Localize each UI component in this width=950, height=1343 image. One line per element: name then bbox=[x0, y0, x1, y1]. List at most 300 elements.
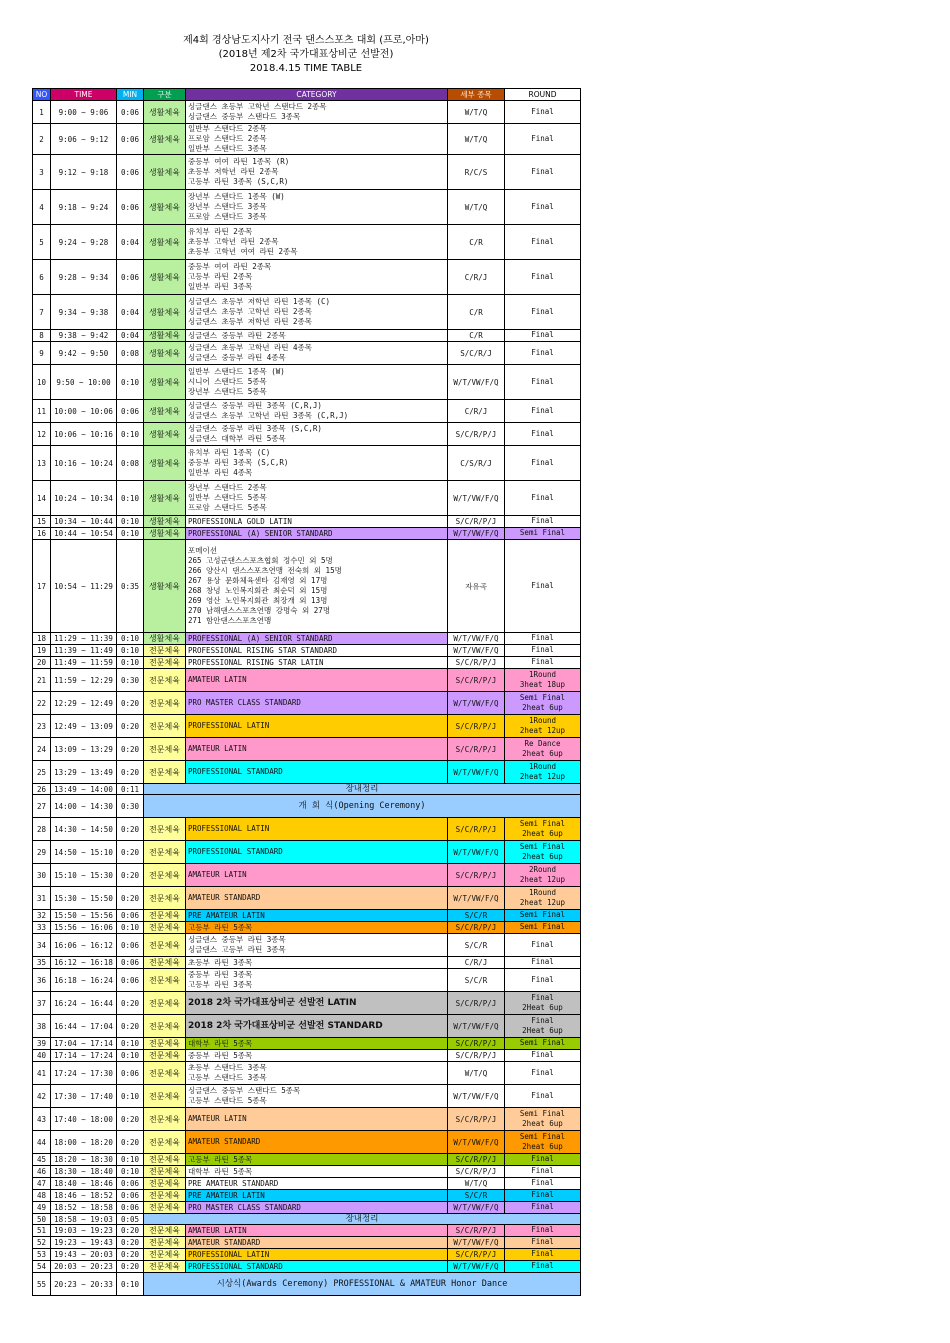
table-row bbox=[33, 1261, 581, 1273]
row-minutes: 0:06 bbox=[117, 910, 144, 922]
category-line: 초등부 고학년 라틴 2종목 bbox=[188, 237, 279, 246]
row-events: W/T/VW/F/Q bbox=[448, 633, 505, 645]
row-time: 17:14 ~ 17:24 bbox=[51, 1050, 117, 1062]
row-events: W/T/VW/F/Q bbox=[448, 692, 505, 715]
row-round bbox=[505, 1249, 581, 1261]
row-category bbox=[186, 124, 448, 155]
row-number: 21 bbox=[33, 669, 51, 692]
category-line: AMATEUR LATIN bbox=[188, 1225, 247, 1235]
row-division: 전문체육 bbox=[144, 761, 186, 784]
row-category bbox=[186, 761, 448, 784]
round-line: Final bbox=[531, 516, 554, 526]
row-events: W/T/Q bbox=[448, 124, 505, 155]
table-row bbox=[33, 528, 581, 540]
row-number: 8 bbox=[33, 330, 51, 342]
row-division: 생활체육 bbox=[144, 225, 186, 260]
row-division: 전문체육 bbox=[144, 715, 186, 738]
category-line: 중등부 여여 라틴 2종목 bbox=[188, 262, 272, 271]
row-category bbox=[186, 1190, 448, 1202]
row-round bbox=[505, 190, 581, 225]
row-minutes: 0:10 bbox=[117, 1166, 144, 1178]
row-events: S/C/R/P/J bbox=[448, 423, 505, 446]
table-row bbox=[33, 738, 581, 761]
row-time: 13:09 ~ 13:29 bbox=[51, 738, 117, 761]
category-line: 고등부 라틴 3종목 bbox=[188, 980, 253, 989]
category-line: 싱글댄스 중등부 스탠다드 3종목 bbox=[188, 112, 301, 121]
row-division: 전문체육 bbox=[144, 1190, 186, 1202]
row-round bbox=[505, 738, 581, 761]
row-number: 48 bbox=[33, 1190, 51, 1202]
row-category bbox=[186, 669, 448, 692]
round-line: Final bbox=[531, 1166, 554, 1176]
round-line: 2heat 6up bbox=[522, 749, 563, 758]
round-line: Semi Final bbox=[519, 1131, 566, 1141]
row-minutes: 0:20 bbox=[117, 841, 144, 864]
row-category bbox=[186, 423, 448, 446]
span-event: 시상식(Awards Ceremony) PROFESSIONAL & AMATEUR Honor Dance bbox=[144, 1273, 581, 1296]
row-category bbox=[186, 540, 448, 633]
row-round bbox=[505, 516, 581, 528]
row-number: 20 bbox=[33, 657, 51, 669]
row-time: 11:39 ~ 11:49 bbox=[51, 645, 117, 657]
row-round bbox=[505, 155, 581, 190]
row-division: 생활체육 bbox=[144, 330, 186, 342]
category-line: 271 함안댄스스포츠연맹 bbox=[188, 616, 272, 625]
row-number: 39 bbox=[33, 1038, 51, 1050]
row-number: 6 bbox=[33, 260, 51, 295]
category-line: 프로암 스탠다드 2종목 bbox=[188, 134, 267, 143]
row-minutes: 0:10 bbox=[117, 1273, 144, 1296]
round-line: 2heat 6up bbox=[522, 852, 563, 861]
row-number: 35 bbox=[33, 957, 51, 969]
row-round bbox=[505, 1261, 581, 1273]
row-minutes: 0:06 bbox=[117, 400, 144, 423]
row-number: 18 bbox=[33, 633, 51, 645]
round-line: Final bbox=[531, 580, 554, 590]
category-line: 고등부 라틴 5종목 bbox=[188, 922, 253, 932]
category-line: 싱글댄스 중등부 라틴 3종목 bbox=[188, 935, 286, 944]
round-line: Final bbox=[531, 633, 554, 643]
row-number: 16 bbox=[33, 528, 51, 540]
round-line: Semi Final bbox=[519, 528, 566, 538]
row-minutes: 0:10 bbox=[117, 516, 144, 528]
round-line: 2heat 6up bbox=[522, 829, 563, 838]
row-time: 20:03 ~ 20:23 bbox=[51, 1261, 117, 1273]
row-minutes: 0:10 bbox=[117, 922, 144, 934]
row-round bbox=[505, 922, 581, 934]
row-round bbox=[505, 1062, 581, 1085]
row-events: W/T/VW/F/Q bbox=[448, 481, 505, 516]
table-row bbox=[33, 101, 581, 124]
table-row bbox=[33, 481, 581, 516]
round-line: Final bbox=[531, 1178, 554, 1188]
row-minutes: 0:10 bbox=[117, 657, 144, 669]
row-category bbox=[186, 446, 448, 481]
row-round bbox=[505, 1038, 581, 1050]
col-header-no: NO bbox=[33, 89, 51, 101]
category-line: 일반부 스탠다드 3종목 bbox=[188, 144, 267, 153]
row-round bbox=[505, 124, 581, 155]
category-line: 초등부 라틴 3종목 bbox=[188, 957, 253, 967]
category-line: 265 고성군댄스스포츠협회 정수민 외 5명 bbox=[188, 556, 333, 565]
row-number: 2 bbox=[33, 124, 51, 155]
table-row bbox=[33, 423, 581, 446]
row-category bbox=[186, 738, 448, 761]
row-division: 전문체육 bbox=[144, 1085, 186, 1108]
row-category bbox=[186, 1038, 448, 1050]
row-events: S/C/R/P/J bbox=[448, 818, 505, 841]
category-line: 장년부 스탠다드 5종목 bbox=[188, 387, 267, 396]
row-division: 전문체육 bbox=[144, 692, 186, 715]
row-time: 18:40 ~ 18:46 bbox=[51, 1178, 117, 1190]
category-line: PROFESSIONAL STANDARD bbox=[188, 767, 283, 776]
row-events: W/T/VW/F/Q bbox=[448, 1131, 505, 1154]
category-line: AMATEUR STANDARD bbox=[188, 1137, 261, 1146]
category-line: PROFESSIONAL STANDARD bbox=[188, 847, 283, 856]
round-line: Final bbox=[531, 1050, 554, 1060]
category-line: 269 영산 노인복지회관 최장개 외 13명 bbox=[188, 596, 328, 605]
row-minutes: 0:20 bbox=[117, 1237, 144, 1249]
row-category bbox=[186, 528, 448, 540]
row-minutes: 0:10 bbox=[117, 645, 144, 657]
row-minutes: 0:20 bbox=[117, 992, 144, 1015]
row-category bbox=[186, 101, 448, 124]
row-time: 9:50 ~ 10:00 bbox=[51, 365, 117, 400]
round-line: Final bbox=[531, 1154, 554, 1164]
row-category bbox=[186, 969, 448, 992]
row-category bbox=[186, 1015, 448, 1038]
span-event: 장내정리 bbox=[144, 784, 581, 795]
row-division: 전문체육 bbox=[144, 1237, 186, 1249]
row-minutes: 0:08 bbox=[117, 342, 144, 365]
row-category bbox=[186, 190, 448, 225]
row-time: 17:24 ~ 17:30 bbox=[51, 1062, 117, 1085]
row-number: 23 bbox=[33, 715, 51, 738]
table-row bbox=[33, 260, 581, 295]
row-events: C/R/J bbox=[448, 400, 505, 423]
row-number: 36 bbox=[33, 969, 51, 992]
row-minutes: 0:35 bbox=[117, 540, 144, 633]
row-division: 생활체육 bbox=[144, 124, 186, 155]
table-row bbox=[33, 1190, 581, 1202]
span-event: 장내정리 bbox=[144, 1214, 581, 1225]
row-time: 9:24 ~ 9:28 bbox=[51, 225, 117, 260]
title-line-3: 2018.4.15 TIME TABLE bbox=[249, 63, 363, 74]
row-number: 15 bbox=[33, 516, 51, 528]
row-time: 18:58 ~ 19:03 bbox=[51, 1214, 117, 1225]
row-round bbox=[505, 1154, 581, 1166]
category-line: 266 양산시 댄스스포츠연맹 전숙희 외 15명 bbox=[188, 566, 342, 575]
row-minutes: 0:08 bbox=[117, 446, 144, 481]
table-row bbox=[33, 190, 581, 225]
row-category bbox=[186, 1166, 448, 1178]
row-time: 13:49 ~ 14:00 bbox=[51, 784, 117, 795]
row-round bbox=[505, 1050, 581, 1062]
category-line: 270 남해댄스스포츠연맹 강명숙 외 27명 bbox=[188, 606, 331, 615]
round-line: 2heat 12up bbox=[519, 772, 566, 781]
row-events: S/C/R/P/J bbox=[448, 1225, 505, 1237]
col-header-events: 세부 종목 bbox=[448, 89, 505, 101]
row-number: 30 bbox=[33, 864, 51, 887]
row-time: 12:49 ~ 13:09 bbox=[51, 715, 117, 738]
row-minutes: 0:20 bbox=[117, 1108, 144, 1131]
row-round bbox=[505, 957, 581, 969]
row-division: 생활체육 bbox=[144, 540, 186, 633]
row-division: 전문체육 bbox=[144, 922, 186, 934]
row-number: 41 bbox=[33, 1062, 51, 1085]
round-line: Final bbox=[531, 1090, 554, 1100]
row-time: 9:38 ~ 9:42 bbox=[51, 330, 117, 342]
row-round bbox=[505, 260, 581, 295]
round-line: Final bbox=[531, 236, 554, 246]
row-category bbox=[186, 910, 448, 922]
row-category bbox=[186, 400, 448, 423]
table-row bbox=[33, 1108, 581, 1131]
row-division: 생활체육 bbox=[144, 155, 186, 190]
row-division: 전문체육 bbox=[144, 1154, 186, 1166]
round-line: Final bbox=[531, 1202, 554, 1212]
round-line: Final bbox=[531, 1237, 554, 1247]
round-line: Final bbox=[531, 405, 554, 415]
row-time: 16:44 ~ 17:04 bbox=[51, 1015, 117, 1038]
row-round bbox=[505, 1178, 581, 1190]
row-time: 10:54 ~ 11:29 bbox=[51, 540, 117, 633]
row-division: 생활체육 bbox=[144, 446, 186, 481]
row-round bbox=[505, 1108, 581, 1131]
row-minutes: 0:06 bbox=[117, 1190, 144, 1202]
row-events: C/R bbox=[448, 330, 505, 342]
row-events: S/C/R/P/J bbox=[448, 516, 505, 528]
row-events: S/C/R/J bbox=[448, 342, 505, 365]
row-events: C/R bbox=[448, 295, 505, 330]
round-line: Final bbox=[531, 657, 554, 667]
row-number: 26 bbox=[33, 784, 51, 795]
round-line: Re Dance bbox=[524, 738, 561, 748]
round-line: Final bbox=[531, 106, 554, 116]
category-line: 장년부 스탠다드 3종목 bbox=[188, 202, 267, 211]
round-line: Final bbox=[531, 957, 554, 967]
table-row bbox=[33, 761, 581, 784]
row-number: 52 bbox=[33, 1237, 51, 1249]
round-line: Final bbox=[531, 306, 554, 316]
category-line: PRE AMATEUR LATIN bbox=[188, 1190, 265, 1200]
row-category bbox=[186, 155, 448, 190]
row-events: C/R/J bbox=[448, 957, 505, 969]
round-line: 1Round bbox=[528, 669, 557, 679]
row-events: S/C/R/P/J bbox=[448, 1108, 505, 1131]
row-round bbox=[505, 400, 581, 423]
row-category bbox=[186, 1202, 448, 1214]
category-line: 시니어 스탠다드 5종목 bbox=[188, 377, 267, 386]
row-time: 14:00 ~ 14:30 bbox=[51, 795, 117, 818]
row-round bbox=[505, 969, 581, 992]
row-time: 10:24 ~ 10:34 bbox=[51, 481, 117, 516]
row-time: 19:23 ~ 19:43 bbox=[51, 1237, 117, 1249]
row-time: 10:44 ~ 10:54 bbox=[51, 528, 117, 540]
row-time: 9:12 ~ 9:18 bbox=[51, 155, 117, 190]
category-line: 일반부 라틴 4종목 bbox=[188, 468, 253, 477]
row-minutes: 0:06 bbox=[117, 190, 144, 225]
row-number: 49 bbox=[33, 1202, 51, 1214]
table-row bbox=[33, 124, 581, 155]
category-line: 초등부 저학년 라틴 2종목 bbox=[188, 167, 279, 176]
row-round bbox=[505, 818, 581, 841]
row-category bbox=[186, 1131, 448, 1154]
row-minutes: 0:20 bbox=[117, 818, 144, 841]
category-line: 유치부 라틴 2종목 bbox=[188, 227, 253, 236]
row-minutes: 0:06 bbox=[117, 124, 144, 155]
row-events: 자유곡 bbox=[448, 540, 505, 633]
row-minutes: 0:30 bbox=[117, 669, 144, 692]
table-row bbox=[33, 365, 581, 400]
category-line: PROFESSIONAL (A) SENIOR STANDARD bbox=[188, 633, 333, 643]
category-line: 싱글댄스 초등부 저학년 라틴 1종목 (C) bbox=[188, 297, 331, 306]
row-round bbox=[505, 669, 581, 692]
span-event: 개 회 식(Opening Ceremony) bbox=[144, 795, 581, 818]
row-round bbox=[505, 540, 581, 633]
category-line: AMATEUR LATIN bbox=[188, 744, 247, 753]
row-time: 10:34 ~ 10:44 bbox=[51, 516, 117, 528]
category-line: 대학부 라틴 5종목 bbox=[188, 1166, 253, 1176]
row-minutes: 0:10 bbox=[117, 1154, 144, 1166]
row-events: S/C/R/P/J bbox=[448, 1166, 505, 1178]
row-category bbox=[186, 633, 448, 645]
round-line: Final bbox=[531, 428, 554, 438]
row-time: 11:29 ~ 11:39 bbox=[51, 633, 117, 645]
round-line: 1Round bbox=[528, 761, 557, 771]
row-round bbox=[505, 1202, 581, 1214]
category-line: 싱글댄스 초등부 저학년 라틴 2종목 bbox=[188, 317, 313, 326]
category-line: 장년부 스탠다드 1종목 (W) bbox=[188, 192, 285, 201]
row-time: 18:52 ~ 18:58 bbox=[51, 1202, 117, 1214]
row-minutes: 0:06 bbox=[117, 1062, 144, 1085]
row-minutes: 0:20 bbox=[117, 692, 144, 715]
row-number: 55 bbox=[33, 1273, 51, 1296]
category-line: 싱글댄스 중등부 라틴 4종목 bbox=[188, 353, 286, 362]
table-row bbox=[33, 1225, 581, 1237]
table-row bbox=[33, 1178, 581, 1190]
category-line: AMATEUR LATIN bbox=[188, 675, 247, 684]
row-time: 15:30 ~ 15:50 bbox=[51, 887, 117, 910]
row-events: W/T/VW/F/Q bbox=[448, 1261, 505, 1273]
round-line: Final bbox=[531, 347, 554, 357]
category-line: 고등부 스탠다드 5종목 bbox=[188, 1096, 267, 1105]
row-minutes: 0:04 bbox=[117, 225, 144, 260]
row-number: 9 bbox=[33, 342, 51, 365]
table-row bbox=[33, 669, 581, 692]
row-division: 생활체육 bbox=[144, 342, 186, 365]
round-line: 2heat 12up bbox=[519, 875, 566, 884]
row-division: 전문체육 bbox=[144, 1131, 186, 1154]
row-events: W/T/Q bbox=[448, 190, 505, 225]
row-division: 전문체육 bbox=[144, 669, 186, 692]
row-number: 33 bbox=[33, 922, 51, 934]
row-round bbox=[505, 1237, 581, 1249]
round-line: Final bbox=[531, 166, 554, 176]
row-time: 17:04 ~ 17:14 bbox=[51, 1038, 117, 1050]
table-row bbox=[33, 155, 581, 190]
row-category bbox=[186, 657, 448, 669]
round-line: Final bbox=[531, 376, 554, 386]
row-events: W/T/VW/F/Q bbox=[448, 1237, 505, 1249]
table-row bbox=[33, 1154, 581, 1166]
title-line-1: 제4회 경상남도지사기 전국 댄스스포츠 대회 (프로,아마) bbox=[183, 35, 429, 46]
row-time: 11:59 ~ 12:29 bbox=[51, 669, 117, 692]
category-line: PRE AMATEUR STANDARD bbox=[188, 1178, 279, 1188]
row-category bbox=[186, 934, 448, 957]
row-round bbox=[505, 934, 581, 957]
row-number: 7 bbox=[33, 295, 51, 330]
row-minutes: 0:06 bbox=[117, 101, 144, 124]
row-time: 15:10 ~ 15:30 bbox=[51, 864, 117, 887]
category-line: PROFESSIONAL LATIN bbox=[188, 721, 270, 730]
category-line: 프로암 스탠다드 5종목 bbox=[188, 503, 267, 512]
table-row bbox=[33, 818, 581, 841]
table-row bbox=[33, 922, 581, 934]
row-category bbox=[186, 1261, 448, 1273]
row-time: 9:42 ~ 9:50 bbox=[51, 342, 117, 365]
row-events: W/T/VW/F/Q bbox=[448, 841, 505, 864]
category-line: PRE AMATEUR LATIN bbox=[188, 910, 265, 920]
category-line: AMATEUR LATIN bbox=[188, 870, 247, 879]
row-category bbox=[186, 864, 448, 887]
round-line: 3heat 18up bbox=[519, 680, 566, 689]
row-time: 20:23 ~ 20:33 bbox=[51, 1273, 117, 1296]
round-line: 2Round bbox=[528, 864, 557, 874]
row-category bbox=[186, 365, 448, 400]
round-line: 2Heat 6up bbox=[522, 1026, 563, 1035]
table-row bbox=[33, 934, 581, 957]
row-minutes: 0:10 bbox=[117, 1085, 144, 1108]
row-category bbox=[186, 887, 448, 910]
category-line: 고등부 라틴 5종목 bbox=[188, 1154, 253, 1164]
col-header-round: ROUND bbox=[505, 89, 581, 101]
table-row bbox=[33, 342, 581, 365]
round-line: Final bbox=[531, 271, 554, 281]
round-line: Semi Final bbox=[519, 818, 566, 828]
round-line: Final bbox=[531, 992, 554, 1002]
row-number: 31 bbox=[33, 887, 51, 910]
round-line: Semi Final bbox=[519, 1108, 566, 1118]
round-line: 1Round bbox=[528, 887, 557, 897]
table-row bbox=[33, 1085, 581, 1108]
table-row bbox=[33, 540, 581, 633]
row-division: 전문체육 bbox=[144, 1038, 186, 1050]
row-events: W/T/Q bbox=[448, 101, 505, 124]
row-number: 1 bbox=[33, 101, 51, 124]
row-division: 전문체육 bbox=[144, 657, 186, 669]
row-events: W/T/Q bbox=[448, 1062, 505, 1085]
row-round bbox=[505, 692, 581, 715]
row-time: 9:00 ~ 9:06 bbox=[51, 101, 117, 124]
row-time: 16:06 ~ 16:12 bbox=[51, 934, 117, 957]
row-events: W/T/VW/F/Q bbox=[448, 528, 505, 540]
category-line: 장년부 스탠다드 2종목 bbox=[188, 483, 267, 492]
table-row bbox=[33, 784, 581, 795]
category-line: 싱글댄스 초등부 고학년 라틴 3종목 (C,R,J) bbox=[188, 411, 349, 420]
row-division: 생활체육 bbox=[144, 528, 186, 540]
row-number: 28 bbox=[33, 818, 51, 841]
table-row bbox=[33, 1273, 581, 1296]
category-line: 일반부 스탠다드 1종목 (W) bbox=[188, 367, 285, 376]
row-events: C/S/R/J bbox=[448, 446, 505, 481]
category-line: PROFESSIONAL RISING STAR LATIN bbox=[188, 657, 324, 667]
row-time: 10:00 ~ 10:06 bbox=[51, 400, 117, 423]
table-row bbox=[33, 887, 581, 910]
row-events: S/C/R bbox=[448, 969, 505, 992]
category-line: AMATEUR STANDARD bbox=[188, 1237, 261, 1247]
row-category bbox=[186, 841, 448, 864]
